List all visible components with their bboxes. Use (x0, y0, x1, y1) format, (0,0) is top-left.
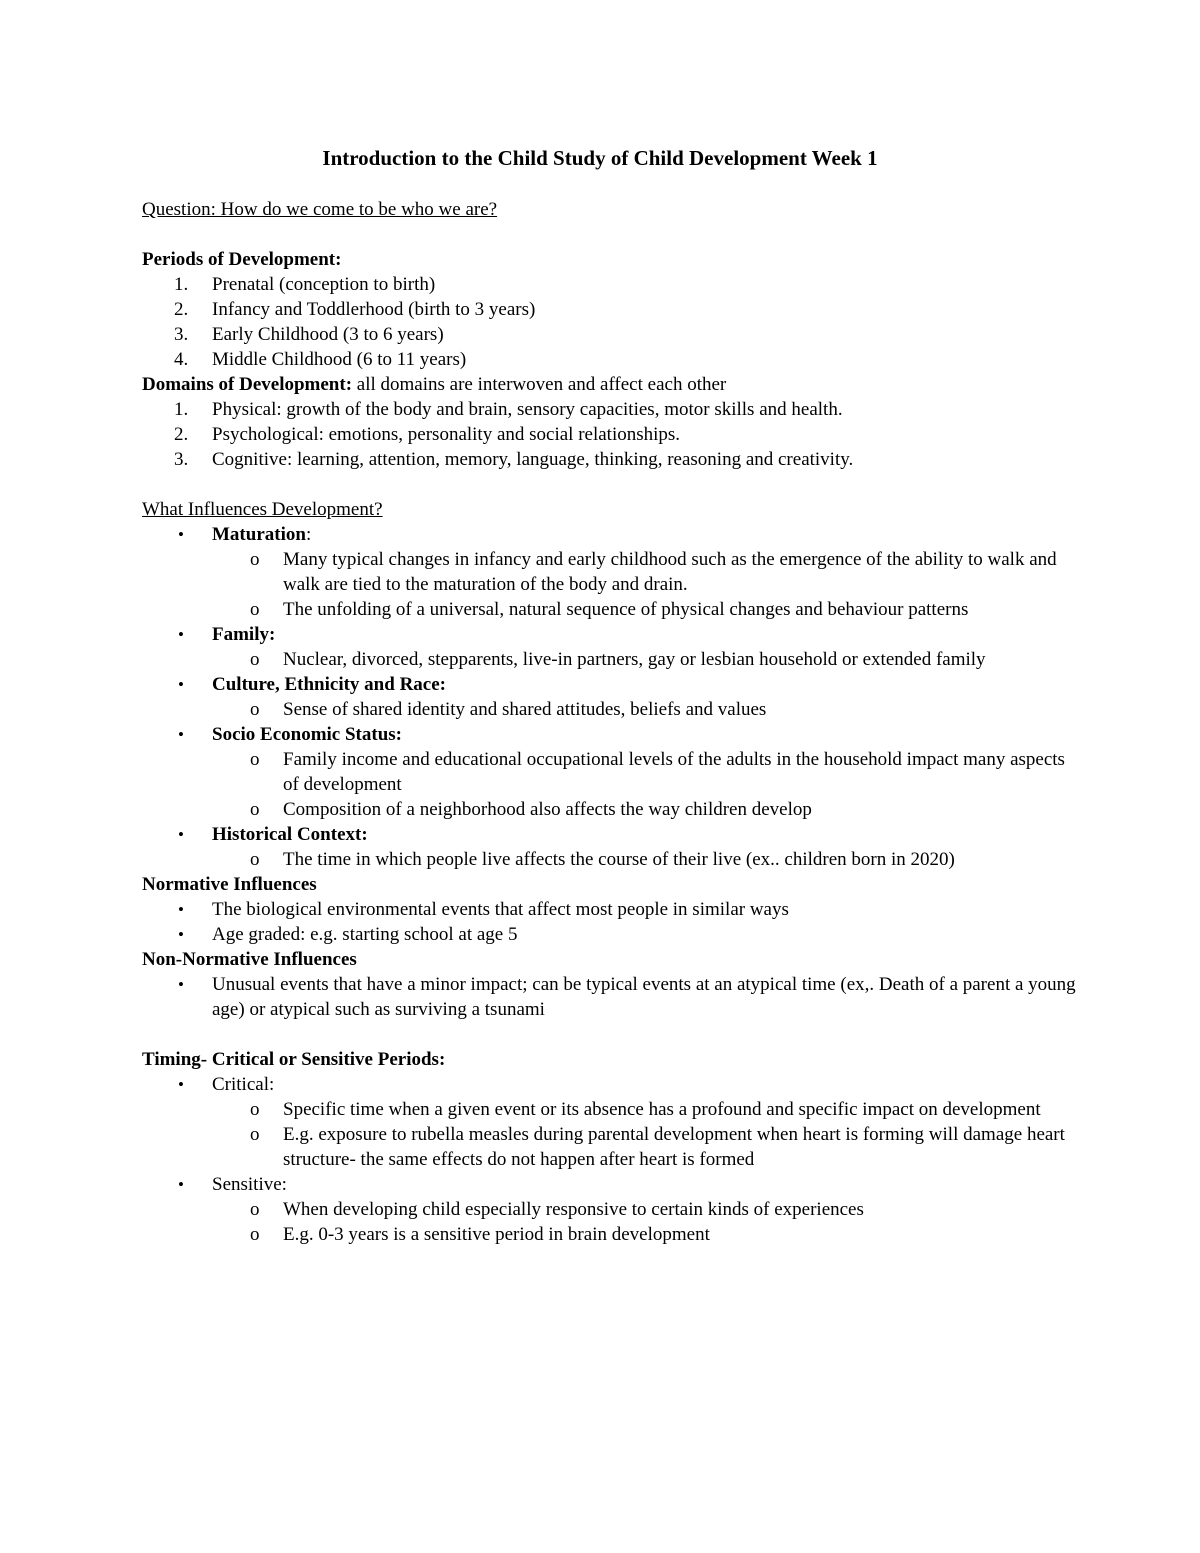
item-text: Middle Childhood (6 to 11 years) (212, 349, 467, 370)
periods-item (142, 272, 1082, 297)
timing-bullet (142, 1172, 1082, 1197)
sub-bullet-text: The unfolding of a universal, natural sequence of physical changes and behaviour patterns (283, 599, 969, 620)
domains-intro: all domains are interwoven and affect each other (352, 374, 727, 395)
question-line: Question: How do we come to be who we are? (142, 199, 498, 220)
influence-bullet (142, 522, 1082, 547)
item-text: Cognitive: learning, attention, memory, language, thinking, reasoning and creativity. (212, 449, 854, 470)
bullet-icon: • (178, 525, 184, 544)
influence-bullet (142, 722, 1082, 747)
sub-bullet-icon: o (250, 699, 260, 720)
influence-sub-bullet (142, 697, 1082, 722)
item-text: Early Childhood (3 to 6 years) (212, 324, 444, 345)
sub-bullet-icon: o (250, 749, 260, 770)
domains-item (142, 422, 1082, 447)
spacer (142, 472, 1082, 497)
influence-label: Historical Context: (212, 824, 368, 845)
influence-label: Maturation (212, 524, 306, 545)
sub-bullet-icon: o (250, 549, 260, 570)
influence-label: Family: (212, 624, 276, 645)
bullet-icon: • (178, 675, 184, 694)
bullet-icon: • (178, 900, 184, 919)
sub-bullet-text: When developing child especially responsive to certain kinds of experiences (283, 1199, 864, 1220)
bullet-icon: • (178, 1075, 184, 1094)
sub-bullet-text: Many typical changes in infancy and early childhood such as the emergence of the ability to walk and walk are tied to the maturation of the body and drain. (283, 549, 1057, 595)
sub-bullet-text: Family income and educational occupational levels of the adults in the household impact many aspects of development (283, 749, 1065, 795)
bullet-icon: • (178, 725, 184, 744)
sub-bullet-icon: o (250, 849, 260, 870)
timing-heading: Timing- Critical or Sensitive Periods: (142, 1049, 446, 1070)
item-text: Psychological: emotions, personality and social relationships. (212, 424, 681, 445)
influence-bullet (142, 622, 1082, 647)
sub-bullet-text: E.g. 0-3 years is a sensitive period in brain development (283, 1224, 710, 1245)
timing-sub-bullet (142, 1122, 1082, 1172)
normative-bullet (142, 922, 1082, 947)
non-normative-bullet (142, 972, 1082, 1022)
item-number: 4. (174, 349, 189, 370)
sub-bullet-text: Sense of shared identity and shared attitudes, beliefs and values (283, 699, 767, 720)
influence-sub-bullet (142, 597, 1082, 622)
influence-sub-bullet (142, 797, 1082, 822)
item-number: 2. (174, 299, 189, 320)
influence-sub-bullet (142, 647, 1082, 672)
sub-bullet-text: E.g. exposure to rubella measles during parental development when heart is forming will damage heart structure- the same effects do not happen after heart is formed (283, 1124, 1065, 1170)
domains-heading-line (142, 372, 1082, 397)
timing-sub-bullet (142, 1097, 1082, 1122)
sub-bullet-icon: o (250, 649, 260, 670)
item-number: 2. (174, 424, 189, 445)
domains-heading: Domains of Development: (142, 374, 353, 395)
domains-item (142, 397, 1082, 422)
sub-bullet-text: The time in which people live affects the course of their live (ex.. children born in 2020) (283, 849, 955, 870)
timing-label: Sensitive: (212, 1174, 287, 1195)
normative-bullet (142, 897, 1082, 922)
influence-bullet (142, 672, 1082, 697)
timing-bullet (142, 1072, 1082, 1097)
bullet-text: Age graded: e.g. starting school at age 5 (212, 924, 518, 945)
non-normative-heading: Non-Normative Influences (142, 949, 357, 970)
influence-label: Culture, Ethnicity and Race: (212, 674, 446, 695)
influence-label: Socio Economic Status: (212, 724, 402, 745)
spacer (142, 222, 1082, 247)
influences-heading: What Influences Development? (142, 499, 383, 520)
item-number: 1. (174, 274, 189, 295)
influence-suffix: : (305, 524, 312, 545)
sub-bullet-icon: o (250, 599, 260, 620)
document-title: Introduction to the Child Study of Child Development Week 1 (322, 146, 878, 170)
bullet-icon: • (178, 625, 184, 644)
influence-sub-bullet (142, 547, 1082, 597)
periods-item (142, 347, 1082, 372)
bullet-text: The biological environmental events that affect most people in similar ways (212, 899, 789, 920)
bullet-icon: • (178, 825, 184, 844)
timing-sub-bullet (142, 1222, 1082, 1247)
periods-heading: Periods of Development: (142, 249, 342, 270)
periods-item (142, 297, 1082, 322)
sub-bullet-text: Nuclear, divorced, stepparents, live-in partners, gay or lesbian household or extended family (283, 649, 986, 670)
normative-heading: Normative Influences (142, 874, 317, 895)
document-body (142, 197, 1082, 1247)
item-number: 3. (174, 324, 189, 345)
sub-bullet-icon: o (250, 799, 260, 820)
influence-bullet (142, 822, 1082, 847)
sub-bullet-icon: o (250, 1099, 260, 1120)
item-text: Prenatal (conception to birth) (212, 274, 436, 295)
item-text: Physical: growth of the body and brain, sensory capacities, motor skills and health. (212, 399, 843, 420)
sub-bullet-icon: o (250, 1199, 260, 1220)
influence-sub-bullet (142, 747, 1082, 797)
sub-bullet-text: Composition of a neighborhood also affects the way children develop (283, 799, 812, 820)
item-number: 3. (174, 449, 189, 470)
influence-sub-bullet (142, 847, 1082, 872)
sub-bullet-text: Specific time when a given event or its absence has a profound and specific impact on development (283, 1099, 1041, 1120)
timing-sub-bullet (142, 1197, 1082, 1222)
item-number: 1. (174, 399, 189, 420)
periods-item (142, 322, 1082, 347)
bullet-icon: • (178, 925, 184, 944)
bullet-icon: • (178, 975, 184, 994)
sub-bullet-icon: o (250, 1224, 260, 1245)
sub-bullet-icon: o (250, 1124, 260, 1145)
domains-item (142, 447, 1082, 472)
bullet-icon: • (178, 1175, 184, 1194)
item-text: Infancy and Toddlerhood (birth to 3 years) (212, 299, 536, 320)
timing-label: Critical: (212, 1074, 275, 1095)
bullet-text: Unusual events that have a minor impact; can be typical events at an atypical time (ex,. Death of a parent a young age) or atypical such as surviving a tsunami (212, 974, 1076, 1020)
spacer (142, 1022, 1082, 1047)
